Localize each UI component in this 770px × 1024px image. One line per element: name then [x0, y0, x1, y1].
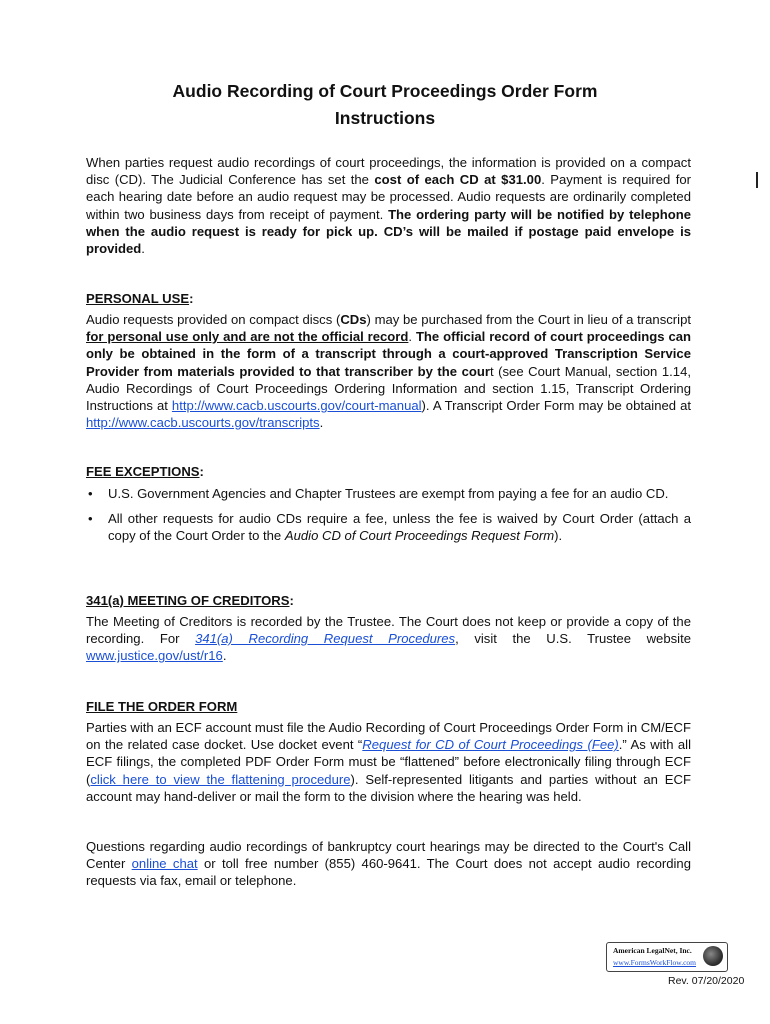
- personal-use-paragraph: Audio requests provided on compact discs (CDs) may be purchased from the Court in lieu of a transcript for personal use only and are not the official record. The official record of court proceedings can only be obtained in the form of a transcript through a court-approved Transcription Service Provider from materials provided to that transcriber by the court (see Court Manual, section 1.14, Audio Recordings of Court Proceedings Ordering Information and section 1.15, Transcript Ordering Instructions at http://www.cacb.uscourts.gov/court-manual). A Transcript Order Form may be obtained at http://www.cacb.uscourts.gov/transcripts.: [86, 312, 692, 431]
- ust-website-link[interactable]: www.justice.gov/ust/r16: [86, 648, 223, 664]
- docket-event-link[interactable]: Request for CD of Court Proceedings (Fee): [362, 737, 619, 753]
- revision-date: Rev. 07/20/2020: [668, 975, 745, 987]
- fee-exceptions-list: [86, 485, 691, 545]
- stamp-url[interactable]: www.FormsWorkFlow.com: [613, 958, 697, 967]
- file-order-heading: FILE THE ORDER FORM: [86, 699, 238, 714]
- recording-procedures-link[interactable]: 341(a) Recording Request Procedures: [195, 631, 456, 647]
- globe-icon: [703, 946, 723, 966]
- court-manual-link[interactable]: http://www.cacb.uscourts.gov/court-manual: [171, 398, 422, 414]
- page-title: Audio Recording of Court Proceedings Order Form: [172, 81, 598, 101]
- personal-use-heading: PERSONAL USE:: [86, 291, 194, 306]
- bullet-icon: •: [88, 486, 93, 501]
- fee-exceptions-heading: FEE EXCEPTIONS:: [86, 464, 204, 479]
- questions-paragraph: Questions regarding audio recordings of bankruptcy court hearings may be directed to the Court's Call Center online chat or toll free number (855) 460-9641. The Court does not accept audio recording requests via fax, email or telephone.: [86, 839, 691, 889]
- meeting-heading: 341(a) MEETING OF CREDITORS:: [86, 593, 294, 608]
- page-subtitle: Instructions: [334, 108, 436, 128]
- flattening-procedure-link[interactable]: click here to view the flattening procedure: [90, 771, 351, 787]
- transcripts-link[interactable]: http://www.cacb.uscourts.gov/transcripts: [86, 415, 320, 431]
- list-item: • U.S. Government Agencies and Chapter Trustees are exempt from paying a fee for an audio CD.: [88, 486, 669, 501]
- vendor-stamp: [606, 942, 728, 972]
- list-item: • All other requests for audio CDs require a fee, unless the fee is waived by Court Order (attach a copy of the Court Order to the Audio CD of Court Proceedings Request Form).: [88, 511, 691, 544]
- meeting-paragraph: The Meeting of Creditors is recorded by the Trustee. The Court does not keep or provide a copy of the recording. For 341(a) Recording Request Procedures, visit the U.S. Trustee website www.justice.gov/ust/r16.: [86, 614, 691, 664]
- intro-paragraph: When parties request audio recordings of court proceedings, the information is provided on a compact disc (CD). The Judicial Conference has set the cost of each CD at $31.00. Payment is required for each hearing date before an audio request may be processed. Audio requests are ordinarily completed within two business days from receipt of payment. The ordering party will be notified by telephone when the audio request is ready for pick up. CD’s will be mailed if postage paid envelope is provided.: [86, 155, 692, 257]
- bullet-icon: •: [88, 511, 93, 527]
- online-chat-link[interactable]: online chat: [131, 856, 198, 872]
- margin-change-bar: [756, 172, 758, 188]
- file-order-paragraph: Parties with an ECF account must file the Audio Recording of Court Proceedings Order Form in CM/ECF on the related case docket. Use docket event “Request for CD of Court Proceedings (Fee).” As with all ECF filings, the completed PDF Order Form must be “flattened” before electronically filing through ECF (click here to view the flattening procedure). Self-represented litigants and parties without an ECF account may hand-deliver or mail the form to the division where the hearing was held.: [86, 720, 691, 804]
- stamp-company: American LegalNet, Inc.: [613, 946, 692, 955]
